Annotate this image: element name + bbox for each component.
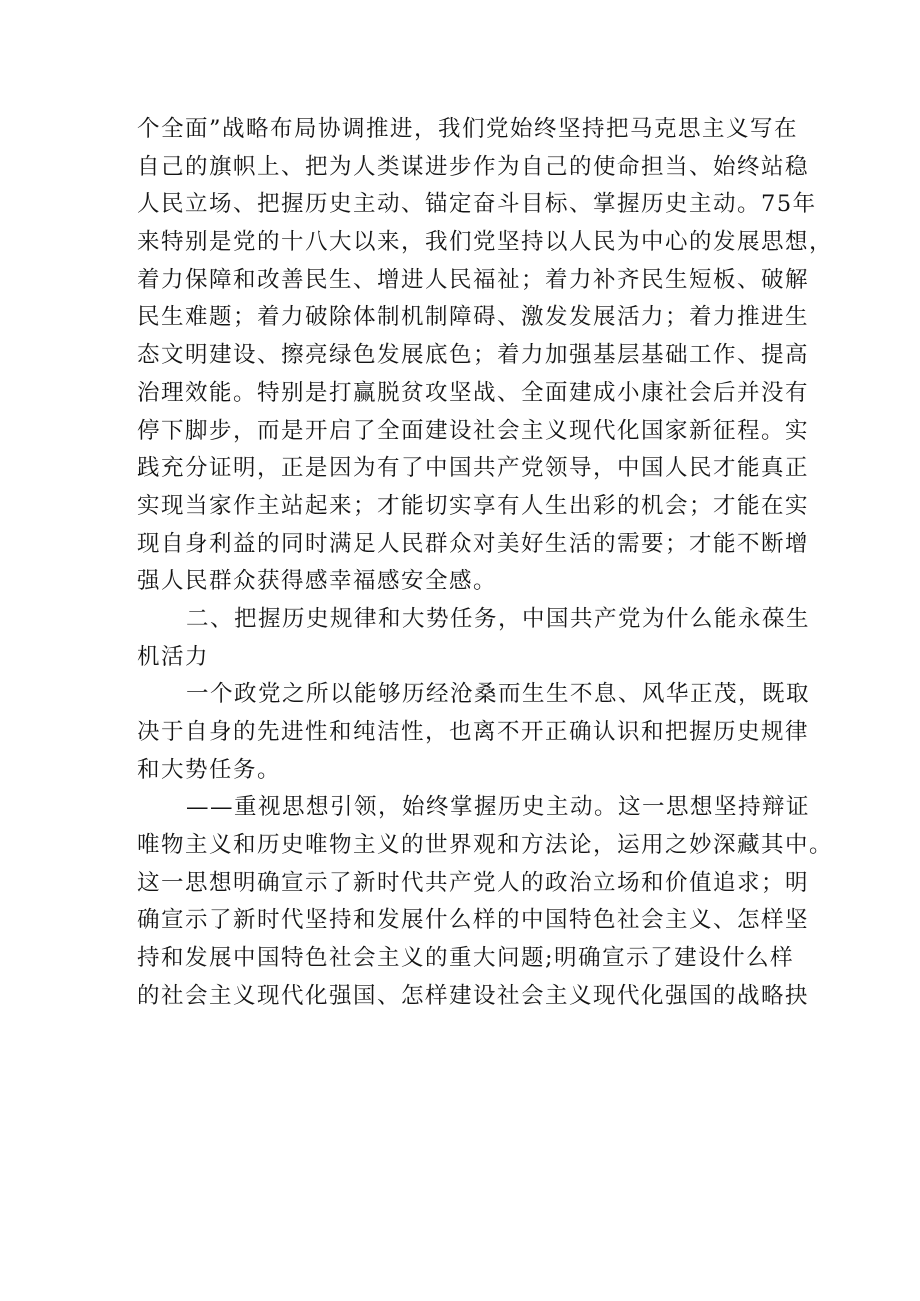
body-text [137,111,834,1016]
text-line: 人民立场、把握历史主动、锚定奋斗目标、掌握历史主动。75年 [137,191,817,218]
section-heading: 二、把握历史规律和大势任务，中国共产党为什么能永葆生 [186,605,811,632]
text-line: 个全面”战略布局协调推进，我们党始终坚持把马克思主义写在 [137,116,799,142]
section-heading-continued: 机活力 [137,643,210,670]
text-line: 民生难题；着力破除体制机制障碍、激发发展活力；着力推进生 [137,304,810,331]
text-line: 来特别是党的十八大以来，我们党坚持以人民为中心的发展思想， [137,229,834,256]
text-line: 态文明建设、擦亮绿色发展底色；着力加强基层基础工作、提高 [137,342,810,369]
text-line: 停下脚步，而是开启了全面建设社会主义现代化国家新征程。实 [137,417,810,444]
text-line: 这一思想明确宣示了新时代共产党人的政治立场和价值追求；明 [137,869,810,896]
text-line: 的社会主义现代化强国、怎样建设社会主义现代化强国的战略抉 [137,982,810,1009]
text-line: 践充分证明，正是因为有了中国共产党领导，中国人民才能真正 [137,455,810,482]
text-line: 确宣示了新时代坚持和发展什么样的中国特色社会主义、怎样坚 [137,907,810,934]
text-line: 一个政党之所以能够历经沧桑而生生不息、风华正茂，既取 [186,681,811,708]
text-line: 着力保障和改善民生、增进人民福祉；着力补齐民生短板、破解 [137,266,810,293]
text-line: ——重视思想引领，始终掌握历史主动。这一思想坚持辩证 [186,794,811,821]
text-line: 持和发展中国特色社会主义的重大问题;明确宣示了建设什么样 [137,945,795,972]
text-line: 决于自身的先进性和纯洁性，也离不开正确认识和把握历史规律 [137,719,810,745]
text-line: 实现当家作主站起来；才能切实享有人生出彩的机会；才能在实 [137,492,810,519]
text-line: 强人民群众获得感幸福感安全感。 [137,568,498,595]
text-line: 现自身利益的同时满足人民群众对美好生活的需要；才能不断增 [137,530,810,557]
text-line: 和大势任务。 [137,756,282,783]
text-line: 唯物主义和历史唯物主义的世界观和方法论，运用之妙深藏其中。 [137,832,834,859]
text-line: 治理效能。特别是打赢脱贫攻坚战、全面建成小康社会后并没有 [137,379,810,406]
text-line: 自己的旗帜上、把为人类谋进步作为自己的使命担当、始终站稳 [137,153,810,180]
